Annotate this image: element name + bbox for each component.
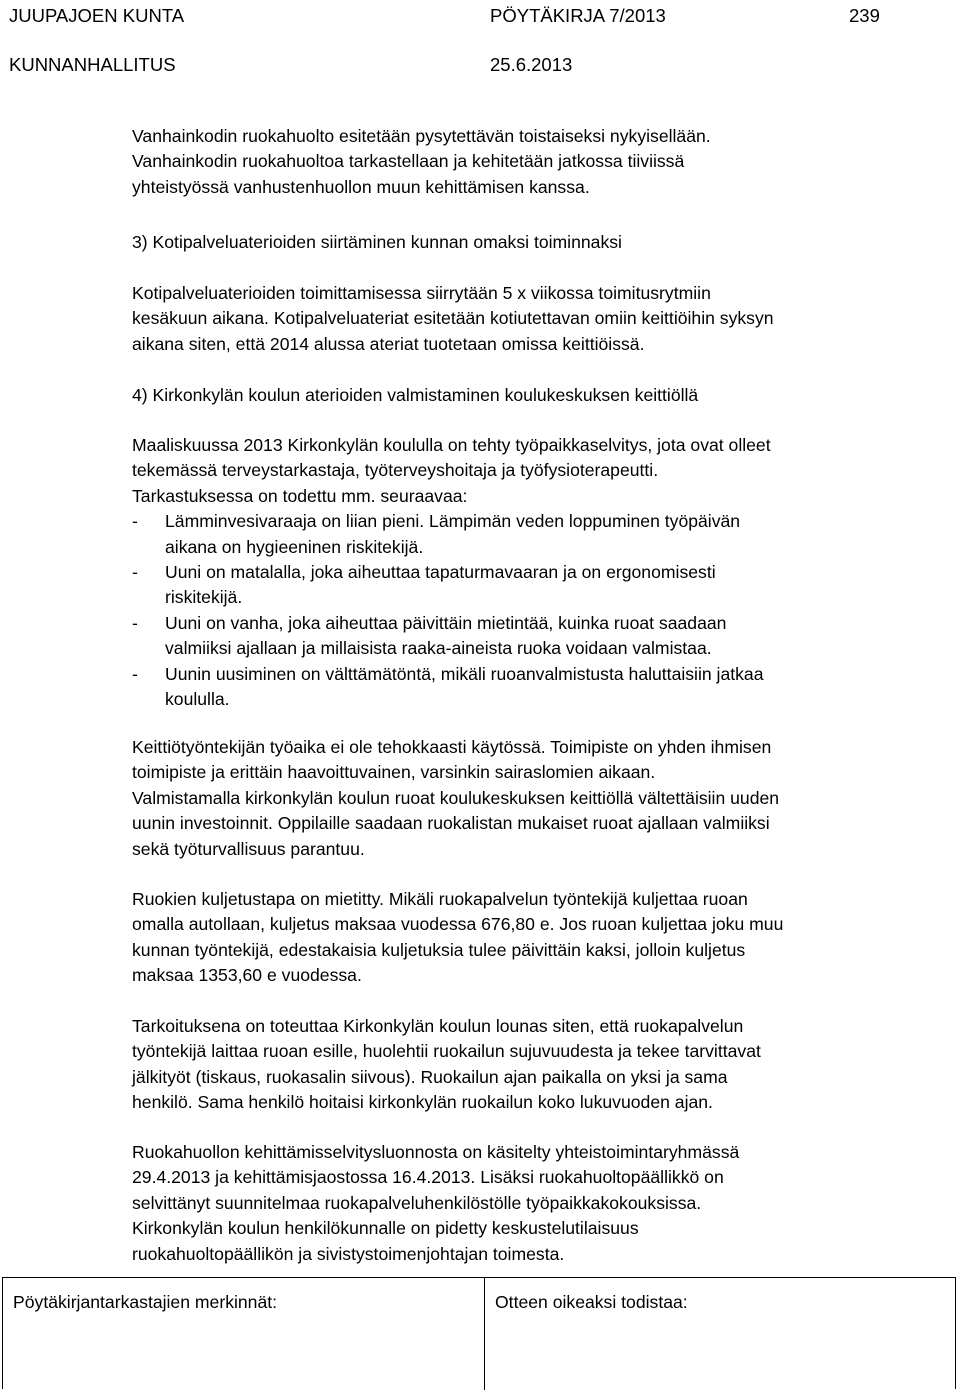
list-dash: -: [132, 561, 138, 582]
list-item-text: koululla.: [165, 688, 230, 709]
footer-divider: [484, 1278, 485, 1390]
text-line: Vanhainkodin ruokahuoltoa tarkastellaan ja kehitetään jatkossa tiiviissä: [132, 151, 685, 172]
text-line: Maaliskuussa 2013 Kirkonkylän koululla on tehty työpaikkaselvitys, jota ovat olleet: [132, 435, 771, 455]
list-item-line: [132, 636, 932, 661]
text-line: henkilö. Sama henkilö hoitaisi kirkonkylän ruokailun koko lukuvuoden ajan.: [132, 1092, 713, 1113]
list-item-text: riskitekijä.: [165, 587, 243, 608]
list-item: [132, 509, 932, 560]
list-item-line: [132, 560, 932, 585]
header-body-name: KUNNANHALLITUS: [9, 54, 176, 75]
text-line: toimipiste ja erittäin haavoittuvainen, varsinkin sairaslomien aikaan.: [132, 762, 656, 783]
text-line: Vanhainkodin ruokahuolto esitetään pysytettävän toistaiseksi nykyisellään.: [132, 126, 711, 146]
list-item: [132, 560, 932, 611]
goal-paragraph: [132, 1014, 932, 1116]
text-line: 29.4.2013 ja kehittämisjaostossa 16.4.2013. Lisäksi ruokahuoltopäällikkö on: [132, 1167, 724, 1188]
reviewers-label: Pöytäkirjantarkastajien merkinnät:: [13, 1292, 278, 1312]
text-line: kesäkuun aikana. Kotipalveluateriat esitetään kotiutettavan omiin keittiöihin syksyn: [132, 308, 774, 329]
text-line: Tarkoituksena on toteuttaa Kirkonkylän koulun lounas siten, että ruokapalvelun: [132, 1016, 744, 1036]
text-line: Valmistamalla kirkonkylän koulun ruoat koulukeskuksen keittiöllä vältettäisiin uuden: [132, 787, 780, 808]
list-item-line: [132, 662, 932, 687]
list-item-line: [132, 535, 932, 560]
list-item-text: valmiiksi ajallaan ja millaisista raaka-aineista ruoka voidaan valmistaa.: [165, 638, 712, 659]
list-item-line: [132, 611, 932, 636]
header-municipality: JUUPAJOEN KUNTA: [9, 5, 185, 26]
findings-list: [132, 509, 932, 712]
list-dash: -: [132, 612, 138, 633]
section-3-paragraph: [132, 281, 932, 357]
list-item-text: aikana on hygieeninen riskitekijä.: [165, 536, 424, 557]
text-line: Kotipalveluaterioiden toimittamisessa siirrytään 5 x viikossa toimitusrytmiin: [132, 283, 711, 303]
section-4-paragraph: [132, 433, 932, 712]
header-document-number: PÖYTÄKIRJA 7/2013: [490, 5, 666, 26]
text-line: yhteistyössä vanhustenhuollon muun kehittämisen kanssa.: [132, 176, 590, 197]
staff-paragraph: [132, 735, 932, 862]
list-dash: -: [132, 511, 138, 532]
list-item-text: Uuni on vanha, joka aiheuttaa päivittäin mietintää, kuinka ruoat saadaan: [165, 612, 727, 633]
intro-paragraph: [132, 124, 932, 200]
text-line: jälkityöt (tiskaus, ruokasalin siivous). Ruokailun ajan paikalla on yksi ja sama: [132, 1066, 728, 1087]
text-line: Keittiötyöntekijän työaika ei ole tehokkaasti käytössä. Toimipiste on yhden ihmisen: [132, 737, 772, 757]
process-paragraph: [132, 1140, 932, 1267]
list-item-line: [132, 509, 932, 534]
section-4-heading: [132, 383, 932, 408]
section-4-heading-text: 4) Kirkonkylän koulun aterioiden valmistaminen koulukeskuksen keittiöllä: [132, 385, 699, 405]
text-line: tekemässä terveystarkastaja, työterveyshoitaja ja työfysioterapeutti.: [132, 460, 659, 481]
list-item: [132, 662, 932, 713]
section-3-heading-text: 3) Kotipalveluaterioiden siirtäminen kunnan omaksi toiminnaksi: [132, 232, 622, 252]
header-page-number: 239: [849, 5, 880, 26]
section-3-heading: [132, 230, 932, 255]
list-item-text: Uuni on matalalla, joka aiheuttaa tapaturmavaaran ja on ergonomisesti: [165, 561, 716, 582]
list-item-text: Lämminvesivaraaja on liian pieni. Lämpimän veden loppuminen työpäivän: [165, 511, 741, 532]
list-item-text: Uunin uusiminen on välttämätöntä, mikäli ruoanvalmistusta haluttaisiin jatkaa: [165, 663, 764, 684]
text-line: Kirkonkylän koulun henkilökunnalle on pidetty keskustelutilaisuus: [132, 1218, 639, 1239]
text-line: kunnan työntekijä, edestakaisia kuljetuksia tulee päivittäin kaksi, jolloin kuljetus: [132, 939, 746, 960]
transport-paragraph: [132, 887, 932, 989]
certified-label: Otteen oikeaksi todistaa:: [495, 1292, 688, 1312]
text-line: selvittänyt suunnitelmaa ruokapalveluhenkilöstölle työpaikkakokouksissa.: [132, 1192, 702, 1213]
text-line: ruokahuoltopäällikön ja sivistystoimenjohtajan toimesta.: [132, 1243, 565, 1264]
text-line: maksaa 1353,60 e vuodessa.: [132, 965, 362, 986]
text-line: uunin investoinnit. Oppilaille saadaan ruokalistan mukaiset ruoat ajallaan valmiiksi: [132, 813, 770, 834]
text-line: työntekijä laittaa ruoan esille, huolehtii ruokailun sujuvuudesta ja tekee tarvittavat: [132, 1041, 761, 1062]
text-line: aikana siten, että 2014 alussa ateriat tuotetaan omissa keittiöissä.: [132, 333, 645, 354]
list-dash: -: [132, 663, 138, 684]
list-item-line: [132, 687, 932, 712]
text-line: Ruokahuollon kehittämisselvitysluonnosta on käsitelty yhteistoimintaryhmässä: [132, 1142, 740, 1162]
header-date: 25.6.2013: [490, 54, 573, 75]
text-line: omalla autollaan, kuljetus maksaa vuodessa 676,80 e. Jos ruoan kuljettaa joku muu: [132, 914, 784, 935]
text-line: Tarkastuksessa on todettu mm. seuraavaa:: [132, 485, 468, 506]
list-item-line: [132, 585, 932, 610]
text-line: sekä työturvallisuus parantuu.: [132, 838, 365, 859]
list-item: [132, 611, 932, 662]
footer-signature-box: [2, 1277, 956, 1389]
text-line: Ruokien kuljetustapa on mietitty. Mikäli ruokapalvelun työntekijä kuljettaa ruoan: [132, 889, 748, 909]
